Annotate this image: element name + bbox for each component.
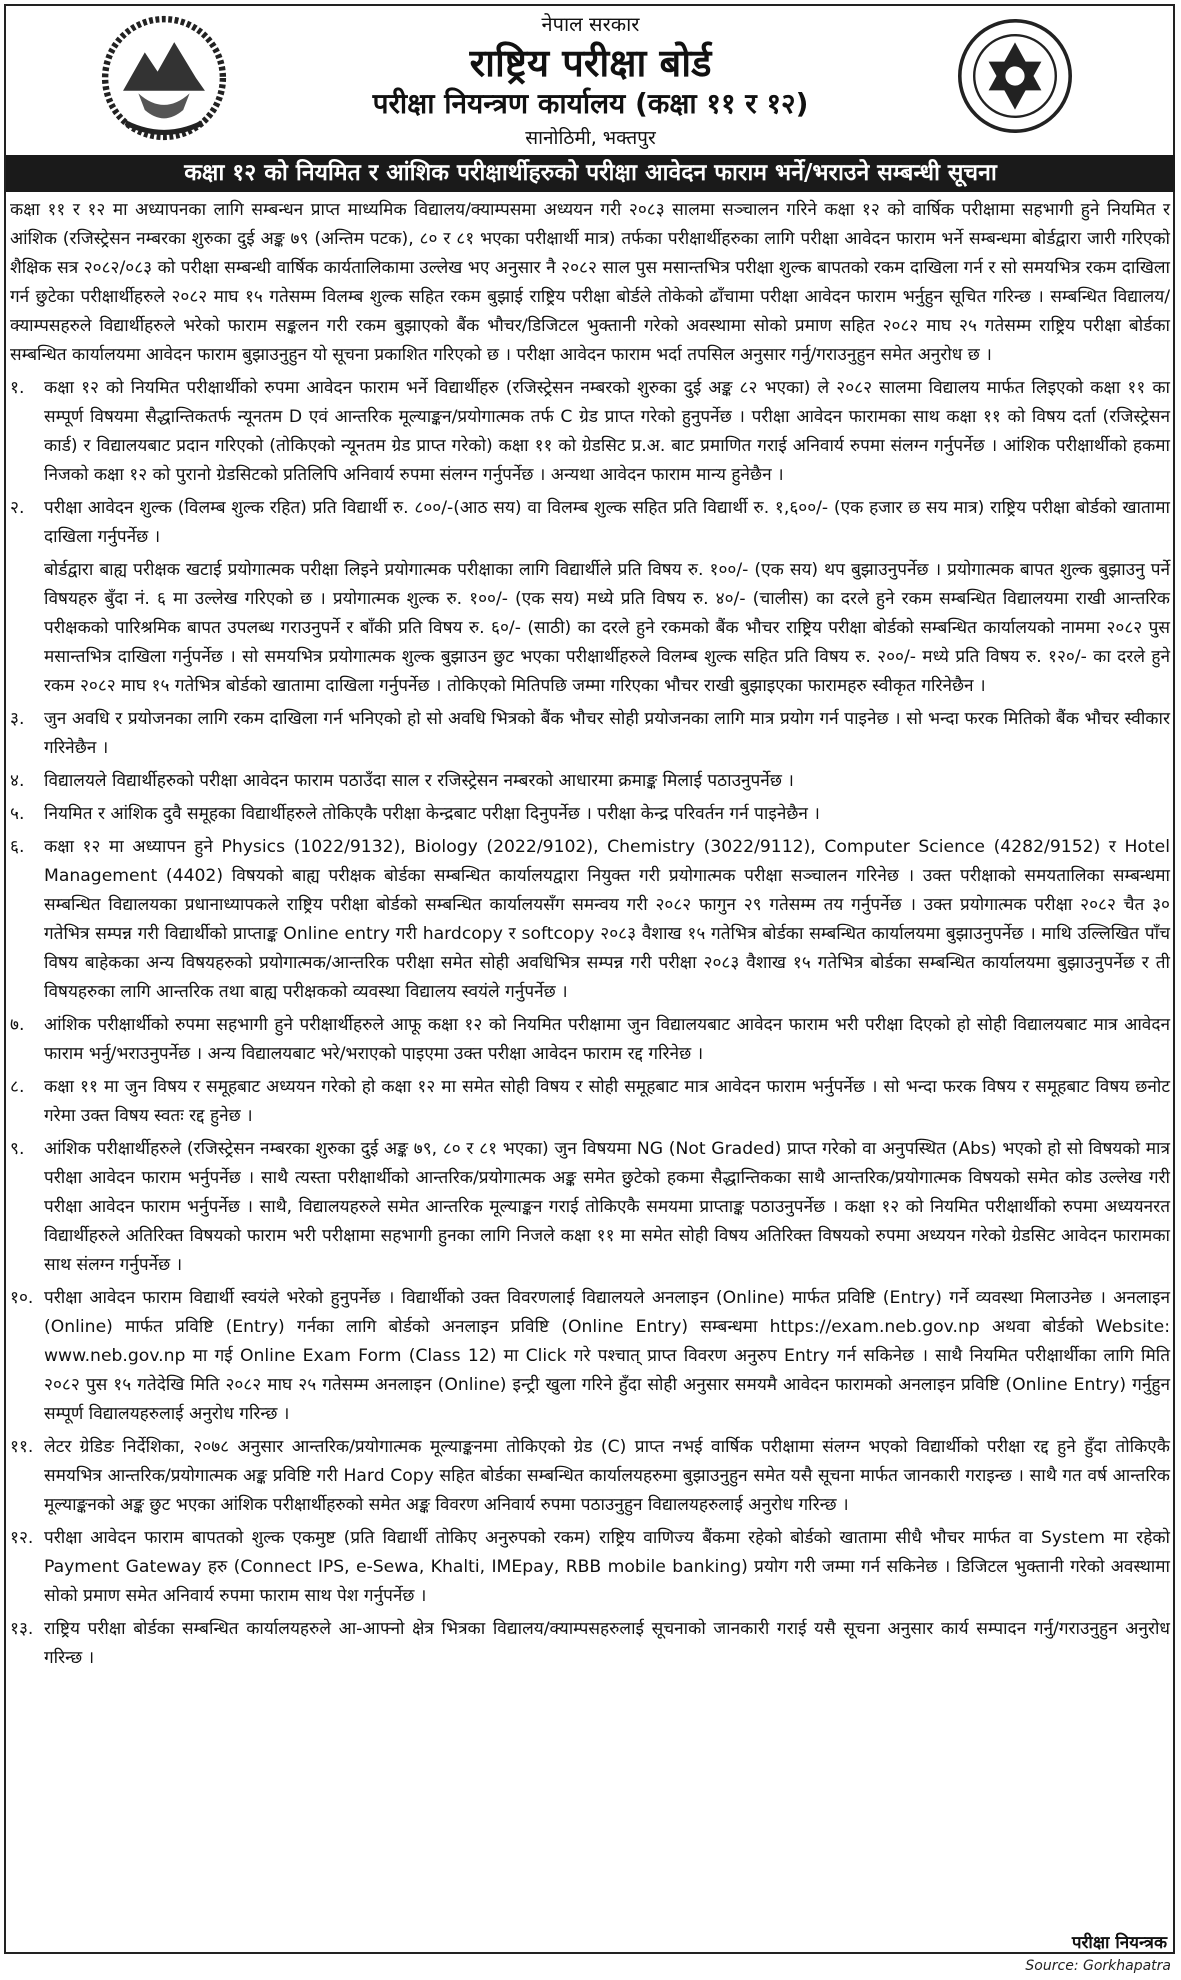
- intro-paragraph: कक्षा ११ र १२ मा अध्यापनका लागि सम्बन्धन प्राप्त माध्यमिक विद्यालय/क्याम्पसमा अध्ययन गरी २०८३ सालमा सञ्चालन गरिने कक्षा १२ को वार्षिक परीक्षामा सहभागी हुने नियमित र आंशिक (रजिस्ट्रेसन नम्बरका शुरुका दुई अङ्क ७९ (अन्तिम पटक), ८० र ८१ भएका परीक्षार्थी मात्र) तर्फका परीक्षार्थीहरुका लागि परीक्षा आवेदन फाराम भर्ने सम्बन्धमा बोर्डद्वारा जारी गरिएको शैक्षिक सत्र २०८२/०८३ को परीक्षा सम्बन्धी वार्षिक कार्यतालिकामा उल्लेख भए अनुसार नै २०८२ साल पुस मसान्तभित्र परीक्षा शुल्क बापतको रकम दाखिला गर्न र सो समयभित्र रकम दाखिला गर्न छुटेका परीक्षार्थीहरुले २०८२ माघ १५ गतेसम्म विलम्ब शुल्क सहित रकम बुझाई राष्ट्रिय परीक्षा बोर्डले तोकेको ढाँचामा परीक्षा आवेदन फाराम भर्नुहुन सूचित गरिन्छ । सम्बन्धित विद्यालय/क्याम्पसहरुले विद्यार्थीहरुले भरेको फाराम सङ्कलन गरी रकम बुझाएको बैंक भौचर/डिजिटल भुक्तानी गरेको अवस्थामा सोको प्रमाण सहित २०८२ माघ २५ गतेसम्म राष्ट्रिय परीक्षा बोर्डका सम्बन्धित कार्यालयमा आवेदन फाराम बुझाउनुहुन यो सूचना प्रकाशित गरिएको छ । परीक्षा आवेदन फाराम भर्दा तपसिल अनुसार गर्नु/गराउनुहुन समेत अनुरोध छ ।: [10, 200, 1170, 365]
- list-item: [10, 833, 1170, 1007]
- notice-body: [10, 196, 1170, 1677]
- item-text: परीक्षा आवेदन फाराम बापतको शुल्क एकमुष्ट (प्रति विद्यार्थी तोकिए अनुरुपको रकम) राष्ट्रिय वाणिज्य बैंकमा रहेको बोर्डको खातामा सीधै भौचर मार्फत वा System मा रहेको Payment Gateway हरु (Connect IPS, e-Sewa, Khalti, IMEpay, RBB mobile banking) प्रयोग गरी जम्मा गर्न सकिनेछ । डिजिटल भुक्तानी गरेको अवस्थामा सोको प्रमाण समेत अनिवार्य रुपमा फाराम साथ पेश गर्नुपर्नेछ ।: [44, 1528, 1170, 1606]
- item-number: ६.: [10, 837, 25, 857]
- item-number: ८.: [10, 1077, 25, 1097]
- neb-logo-icon: [955, 16, 1075, 136]
- item-number: ४.: [10, 771, 25, 791]
- item-text: नियमित र आंशिक दुवै समूहका विद्यार्थीहरुले तोकिएकै परीक्षा केन्द्रबाट परीक्षा दिनुपर्नेछ । परीक्षा केन्द्र परिवर्तन गर्न पाइनेछैन ।: [44, 804, 820, 824]
- item-number: १.: [10, 378, 25, 398]
- office-name: परीक्षा नियन्त्रण कार्यालय (कक्षा ११ र १२): [372, 87, 809, 120]
- board-name: राष्ट्रिय परीक्षा बोर्ड: [469, 41, 712, 85]
- notice-title: कक्षा १२ को नियमित र आंशिक परीक्षार्थीहरुको परीक्षा आवेदन फाराम भर्ने/भराउने सम्बन्धी सूचना: [6, 155, 1175, 192]
- item-text: आंशिक परीक्षार्थीको रुपमा सहभागी हुने परीक्षार्थीहरुले आफू कक्षा १२ को नियमित परीक्षामा जुन विद्यालयबाट आवेदन फाराम भरी परीक्षा दिएको हो सोही विद्यालयबाट मात्र आवेदन फाराम भर्नु/भराउनुपर्नेछ । अन्य विद्यालयबाट भरे/भराएको पाइएमा उक्त परीक्षा आवेदन फाराम रद्द गरिनेछ ।: [44, 1015, 1170, 1064]
- item-number: ३.: [10, 709, 25, 729]
- item-number: २.: [10, 498, 25, 518]
- item-text: कक्षा ११ मा जुन विषय र समूहबाट अध्ययन गरेको हो कक्षा १२ मा समेत सोही विषय र सोही समूहबाट मात्र आवेदन फाराम भर्नुपर्नेछ । सो भन्दा फरक विषय र समूहबाट विषय छनोट गरेमा उक्त विषय स्वतः रद्द हुनेछ ।: [44, 1077, 1170, 1126]
- numbered-items: [10, 374, 1170, 1673]
- item-number: ९.: [10, 1139, 25, 1159]
- item-text: कक्षा १२ मा अध्यापन हुने Physics (1022/9132), Biology (2022/9102), Chemistry (3022/9112), Computer Science (4282/9152) र Hotel Management (4402) विषयको बाह्य परीक्षक बोर्डका सम्बन्धित कार्यालयद्वारा नियुक्त गरी प्रयोगात्मक परीक्षा सञ्चालन गरिनेछ । उक्त परीक्षाको समयतालिका सम्बन्धमा सम्बन्धित विद्यालयका प्रधानाध्यापकले राष्ट्रिय परीक्षा बोर्डको सम्बन्धित कार्यालयसँग समन्वय गरी २०८२ फागुन २९ गतेसम्म तय गर्नुपर्नेछ । उक्त प्रयोगात्मक परीक्षा २०८२ चैत ३० गतेभित्र सम्पन्न गरी विद्यार्थीको प्राप्ताङ्क Online entry गरी hardcopy र softcopy २०८३ वैशाख १५ गतेभित्र बोर्डका सम्बन्धित कार्यालयमा बुझाउनुपर्नेछ । माथि उल्लिखित पाँच विषय बाहेकका अन्य विषयहरुको प्रयोगात्मक/आन्तरिक परीक्षा समेत सोही अवधिभित्र सम्पन्न गरी परीक्षा २०८३ वैशाख १५ गतेभित्र बोर्डका सम्बन्धित कार्यालयमा बुझाउनुपर्नेछ र ती विषयहरुका लागि आन्तरिक तथा बाह्य परीक्षकको व्यवस्था विद्यालय स्वयंले गर्नुपर्नेछ ।: [44, 837, 1170, 1002]
- list-item: [10, 1433, 1170, 1520]
- list-item: [10, 1135, 1170, 1280]
- list-item: [10, 705, 1170, 763]
- signatory: परीक्षा नियन्त्रक: [1071, 1933, 1167, 1953]
- notice-header: [0, 0, 1181, 158]
- list-item: [10, 1615, 1170, 1673]
- item-text: आंशिक परीक्षार्थीहरुले (रजिस्ट्रेसन नम्बरका शुरुका दुई अङ्क ७९, ८० र ८१ भएका) जुन विषयमा NG (Not Graded) प्राप्त गरेको वा अनुपस्थित (Abs) भएको हो सो विषयको मात्र परीक्षा आवेदन फाराम भर्नुपर्नेछ । साथै त्यस्ता परीक्षार्थीको आन्तरिक/प्रयोगात्मक अङ्क समेत छुटेको हकमा सैद्धान्तिकका साथै आन्तरिक/प्रयोगात्मक विषयको समेत कोड उल्लेख गरी परीक्षा आवेदन फाराम भर्नुपर्नेछ । साथै, विद्यालयहरुले समेत आन्तरिक मूल्याङ्कन गराई तोकिएकै समयमा प्राप्ताङ्क पठाउनुपर्नेछ । कक्षा १२ को नियमित परीक्षार्थीको रुपमा अध्ययनरत विद्यार्थीहरुले अतिरिक्त विषयको फाराम भरी परीक्षामा सहभागी हुनका लागि निजले कक्षा ११ मा समेत सोही विषय अतिरिक्त विषयको रुपमा अध्ययन गरेको ग्रेडसिट आवेदन फारामका साथ संलग्न गर्नुपर्नेछ ।: [44, 1139, 1170, 1275]
- source-credit: Source: Gorkhapatra: [1025, 1958, 1171, 1974]
- item-text: विद्यालयले विद्यार्थीहरुको परीक्षा आवेदन फाराम पठाउँदा साल र रजिस्ट्रेसन नम्बरको आधारमा क्रमाङ्क मिलाई पठाउनुपर्नेछ ।: [44, 771, 794, 791]
- list-item: [10, 1284, 1170, 1429]
- item-sub-paragraph: बोर्डद्वारा बाह्य परीक्षक खटाई प्रयोगात्मक परीक्षा लिइने प्रयोगात्मक परीक्षाका लागि विद्यार्थीले प्रति विषय रु. १००/- (एक सय) थप बुझाउनुपर्नेछ । प्रयोगात्मक बापत शुल्क बुझाउनु पर्ने विषयहरु बुँदा नं. ६ मा उल्लेख गरिएको छ । प्रयोगात्मक शुल्क रु. १००/- (एक सय) मध्ये प्रति विषय रु. ४०/- (चालीस) का दरले हुने रकम सम्बन्धित विद्यालयमा राखी आन्तरिक परीक्षकको पारिश्रमिक बापत उपलब्ध गराउनुपर्ने र बाँकी प्रति विषय रु. ६०/- (साठी) का दरले हुने रकमको बैंक भौचर राष्ट्रिय परीक्षा बोर्डको सम्बन्धित कार्यालयको नाममा २०८२ पुस मसान्तभित्र दाखिला गर्नुपर्नेछ । सो समयभित्र प्रयोगात्मक शुल्क बुझाउन छुट भएका परीक्षार्थीहरुले विलम्ब शुल्क सहित प्रति विषय रु. २००/- मध्ये प्रति विषय रु. १२०/- का दरले हुने रकम २०८२ माघ १५ गतेभित्र बोर्डको खातामा दाखिला गर्नुपर्नेछ । तोकिएको मितिपछि जम्मा गरिएका भौचर राखी बुझाइएका फारामहरु स्वीकृत गरिनेछैन ।: [44, 560, 1170, 696]
- item-number: १०.: [10, 1288, 34, 1308]
- item-text: लेटर ग्रेडिङ निर्देशिका, २०७८ अनुसार आन्तरिक/प्रयोगात्मक मूल्याङ्कनमा तोकिएको ग्रेड (C) प्राप्त नभई वार्षिक परीक्षामा संलग्न भएको विद्यार्थीको परीक्षा रद्द हुने हुँदा तोकिएकै समयभित्र आन्तरिक/प्रयोगात्मक अङ्क प्रविष्टि गरी Hard Copy सहित बोर्डका सम्बन्धित कार्यालयहरुमा बुझाउनुहुन समेत यसै सूचना मार्फत जानकारी गराइन्छ । साथै गत वर्ष आन्तरिक मूल्याङ्कनको अङ्क छुट भएका आंशिक परीक्षार्थीहरुको समेत अङ्क विवरण अनिवार्य रुपमा पठाउनुहुन विद्यालयहरुलाई अनुरोध गरिन्छ ।: [44, 1437, 1170, 1515]
- item-number: ११.: [10, 1437, 34, 1457]
- item-text: जुन अवधि र प्रयोजनका लागि रकम दाखिला गर्न भनिएको हो सो अवधि भित्रको बैंक भौचर सोही प्रयोजनका लागि मात्र प्रयोग गर्न पाइनेछ । सो भन्दा फरक मितिको बैंक भौचर स्वीकार गरिनेछैन ।: [44, 709, 1170, 758]
- list-item: [10, 494, 1170, 552]
- list-item: [10, 767, 1170, 796]
- list-item: [10, 374, 1170, 490]
- item-number: १३.: [10, 1619, 34, 1639]
- item-text: राष्ट्रिय परीक्षा बोर्डका सम्बन्धित कार्यालयहरुले आ-आफ्नो क्षेत्र भित्रका विद्यालय/क्याम्पसहरुलाई सूचनाको जानकारी गराई यसै सूचना अनुसार कार्य सम्पादन गर्नु/गराउनुहुन अनुरोध गरिन्छ ।: [44, 1619, 1170, 1668]
- item-text: कक्षा १२ को नियमित परीक्षार्थीको रुपमा आवेदन फाराम भर्ने विद्यार्थीहरु (रजिस्ट्रेसन नम्बरको शुरुका दुई अङ्क ८२ भएका) ले २०८२ सालमा विद्यालय मार्फत लिइएको कक्षा ११ का सम्पूर्ण विषयमा सैद्धान्तिकतर्फ न्यूनतम D एवं आन्तरिक मूल्याङ्कन/प्रयोगात्मक तर्फ C ग्रेड प्राप्त गरेको हुनुपर्नेछ । परीक्षा आवेदन फारामका साथ कक्षा ११ को विषय दर्ता (रजिस्ट्रेसन कार्ड) र विद्यालयबाट प्रदान गरिएको (तोकिएको न्यूनतम ग्रेड प्राप्त गरेको) कक्षा ११ को ग्रेडसिट प्र.अ. बाट प्रमाणित गराई अनिवार्य रुपमा संलग्न गर्नुपर्नेछ । आंशिक परीक्षार्थीको हकमा निजको कक्षा १२ को पुरानो ग्रेडसिटको प्रतिलिपि अनिवार्य रुपमा संलग्न गर्नुपर्नेछ । अन्यथा आवेदन फाराम मान्य हुनेछैन ।: [44, 378, 1170, 485]
- item-number: १२.: [10, 1528, 34, 1548]
- government-name: नेपाल सरकार: [541, 12, 640, 36]
- list-item: [10, 1524, 1170, 1611]
- list-item: [10, 800, 1170, 829]
- item-text: परीक्षा आवेदन शुल्क (विलम्ब शुल्क रहित) प्रति विद्यार्थी रु. ८००/-(आठ सय) वा विलम्ब शुल्क सहित प्रति विद्यार्थी रु. १,६००/- (एक हजार छ सय मात्र) राष्ट्रिय परीक्षा बोर्डको खातामा दाखिला गर्नुपर्नेछ ।: [44, 498, 1170, 547]
- item-number: ५.: [10, 804, 25, 824]
- list-item: [10, 1073, 1170, 1131]
- item-text: परीक्षा आवेदन फाराम विद्यार्थी स्वयंले भरेको हुनुपर्नेछ । विद्यार्थीको उक्त विवरणलाई विद्यालयले अनलाइन (Online) मार्फत प्रविष्टि (Entry) गर्ने व्यवस्था मिलाउनेछ । अनलाइन (Online) मार्फत प्रविष्टि (Entry) गर्नका लागि बोर्डको अनलाइन प्रविष्टि (Online Entry) सम्बन्धमा https://exam.neb.gov.np अथवा बोर्डको Website: www.neb.gov.np मा गई Online Exam Form (Class 12) मा Click गरे पश्चात् प्राप्त विवरण अनुरुप Entry गर्न सकिनेछ । साथै नियमित परीक्षार्थीका लागि मिति २०८२ पुस १५ गतेदेखि मिति २०८२ माघ २५ गतेसम्म अनलाइन (Online) इन्ट्री खुला गरिने हुँदा सोही अनुसार समयमै आवेदन फारामको अनलाइन प्रविष्टि (Online Entry) गर्नुहुन सम्पूर्ण विद्यालयहरुलाई अनुरोध गरिन्छ ।: [44, 1288, 1170, 1424]
- item-number: ७.: [10, 1015, 25, 1035]
- office-location: सानोठिमी, भक्तपुर: [525, 127, 656, 149]
- list-item: [10, 1011, 1170, 1069]
